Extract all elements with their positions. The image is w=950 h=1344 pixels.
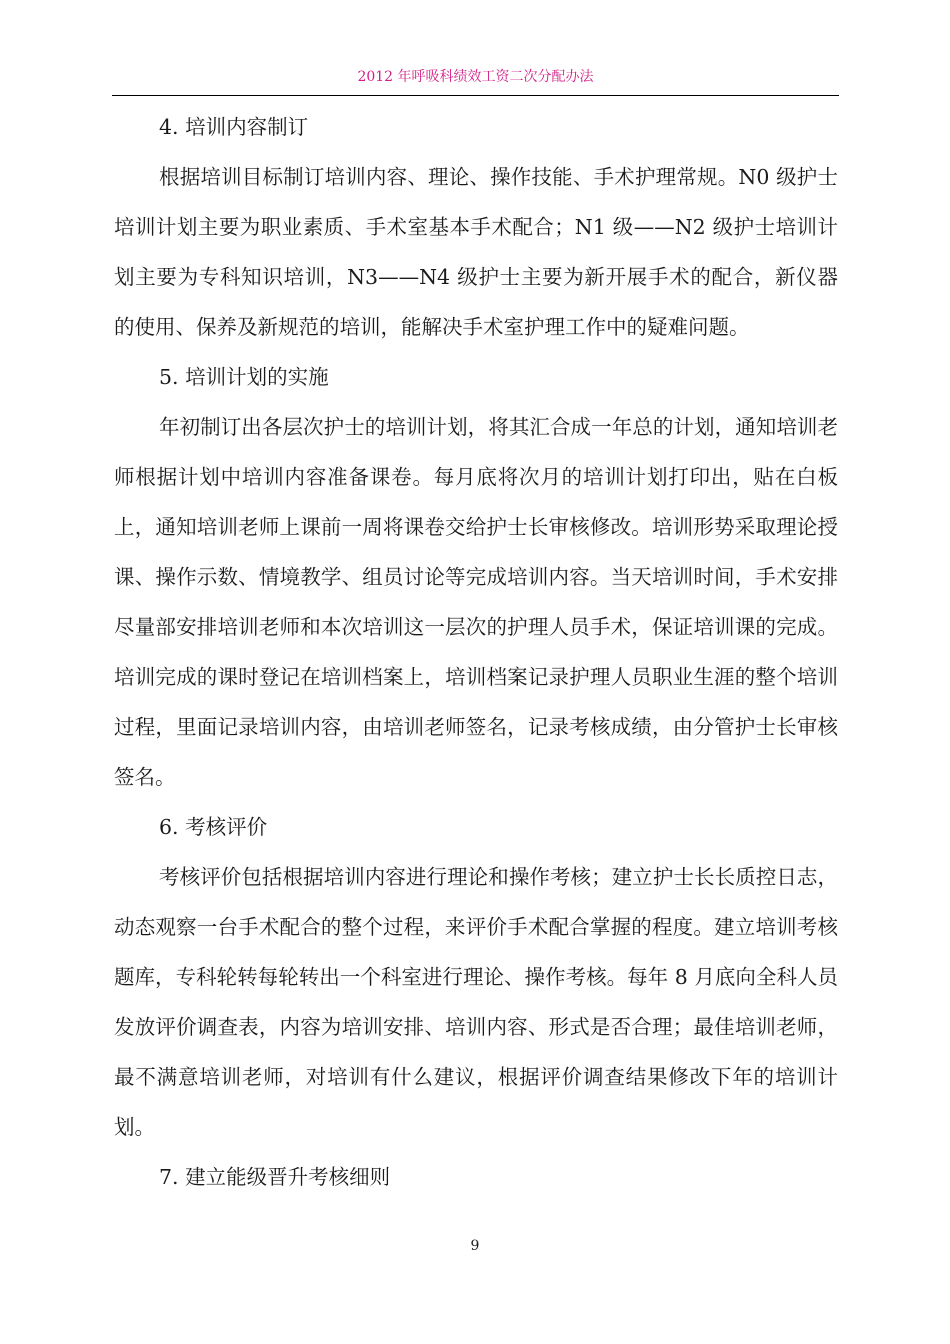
- section-paragraph-4: 根据培训目标制订培训内容、理论、操作技能、手术护理常规。N0 级护士培训计划主要为职业素质、手术室基本手术配合；N1 级——N2 级护士培训计划主要为专科知识培训，N3——N4 级护士主要为新开展手术的配合，新仪器的使用、保养及新规范的培训，能解决手术室护理工作中的疑难问题。: [114, 165, 838, 339]
- page-number: 9: [470, 1238, 480, 1254]
- section-heading-4: 4. 培训内容制订: [159, 115, 309, 139]
- section-heading-6: 6. 考核评价: [159, 815, 268, 839]
- section-heading-7: 7. 建立能级晋升考核细则: [159, 1165, 391, 1189]
- running-header: [112, 64, 839, 96]
- document-body: [114, 102, 838, 1202]
- section-paragraph-5: 年初制订出各层次护士的培训计划，将其汇合成一年总的计划，通知培训老师根据计划中培训内容准备课卷。每月底将次月的培训计划打印出，贴在白板上，通知培训老师上课前一周将课卷交给护士长审核修改。培训形势采取理论授课、操作示数、情境教学、组员讨论等完成培训内容。当天培训时间，手术安排尽量部安排培训老师和本次培训这一层次的护理人员手术，保证培训课的完成。培训完成的课时登记在培训档案上，培训档案记录护理人员职业生涯的整个培训过程，里面记录培训内容，由培训老师签名，记录考核成绩，由分管护士长审核签名。: [114, 415, 838, 789]
- section-heading-5: 5. 培训计划的实施: [159, 365, 329, 389]
- section-paragraph-6: 考核评价包括根据培训内容进行理论和操作考核；建立护士长长质控日志，动态观察一台手术配合的整个过程，来评价手术配合掌握的程度。建立培训考核题库，专科轮转每轮转出一个科室进行理论、操作考核。每年 8 月底向全科人员发放评价调查表，内容为培训安排、培训内容、形式是否合理；最佳培训老师，最不满意培训老师，对培训有什么建议，根据评价调查结果修改下年的培训计划。: [114, 865, 838, 1139]
- header-title: 2012 年呼吸科绩效工资二次分配办法: [357, 69, 594, 85]
